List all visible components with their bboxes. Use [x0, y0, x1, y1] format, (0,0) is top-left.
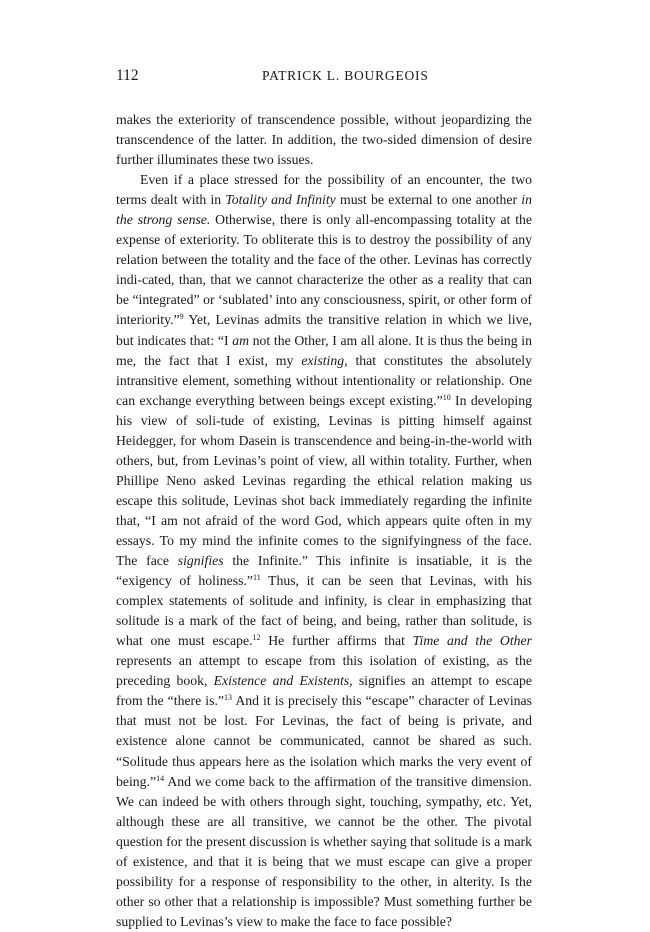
text-run: makes the exteriority of transcendence possible, without jeopardizing the transcendence of the latter. In addition, the two-sided dimension of desire further illuminates these two issues. [116, 112, 532, 168]
body-text [116, 110, 532, 932]
italic-text: in the strong sense. [116, 192, 532, 228]
text-run: Even if a place stressed for the possibility of an encounter, the two terms dealt with in [116, 172, 532, 208]
italic-text: am [232, 332, 250, 348]
page-number: 112 [116, 67, 139, 84]
running-head: PATRICK L. BOURGEOIS [262, 68, 429, 83]
italic-text: Totality and Infinity [225, 192, 336, 208]
text-run: the Infinite.” This infinite is insatiable, it is the “exigency of holiness.” [116, 553, 532, 589]
text-run: And we come back to the affirmation of the transitive dimension. We can indeed be with others through sight, touching, sympathy, etc. Yet, although these are all transitive, we cannot be the other. The pivotal question for the present discussion is whether saying that solitude is a mark of existence, and that it is being that we must escape can give a proper possibility for a response of responsibility to the other, in alterity. Is the other so other that a relationship is impossible? Must something further be supplied to Levinas’s view to make the face to face possible? [116, 773, 532, 929]
text-run: represents an attempt to escape from this isolation of existing, as the preceding book, [116, 653, 532, 689]
footnote-marker: 10 [442, 392, 451, 402]
text-run: Thus, it can be seen that Levinas, with his complex statements of solitude and infinity, is clear in emphasizing that solitude is a mark of the fact of being, and being, rather than solitude, is what one must escape. [116, 573, 532, 649]
italic-text: Time and the Other [412, 633, 532, 649]
text-run: Yet, Levinas admits the transitive relation in which we live, but indicates that: “I [116, 312, 532, 348]
footnote-marker: 11 [253, 573, 261, 583]
footnote-marker: 14 [156, 773, 165, 783]
italic-text: signifies [177, 553, 224, 569]
text-run: And it is precisely this “escape” character of Levinas that must not be lost. For Levinas, the fact of being is private, and existence alone cannot be communicated, cannot be shared as such. “Solitude thus appears here as the isolation which marks the very event of being.” [116, 693, 532, 789]
italic-text: Existence and Existents, [213, 673, 353, 689]
footnote-marker: 13 [224, 693, 233, 703]
paragraph [116, 170, 532, 932]
text-run: In developing his view of soli-tude of existing, Levinas is pitting himself against Heidegger, for whom Dasein is transcendence and being-in-the-world with others, but, from Levinas’s point of view, all within totality. Further, when Phillipe Neno asked Levinas regarding the ethical relation making us escape this solitude, Levinas shot back immediately regarding the infinite that, “I am not afraid of the word God, which appears quite often in my essays. To my mind the infinite comes to the signifyingness of the face. The face [116, 392, 532, 569]
text-run: not the Other, I am all alone. It is thus the being in me, the fact that I exist, my [116, 332, 532, 368]
italic-text: existing, [301, 352, 348, 368]
text-run: He further affirms that [260, 633, 413, 649]
text-run: signifies an attempt to escape from the “there is.” [116, 673, 532, 709]
footnote-marker: 12 [252, 633, 261, 643]
footnote-marker: 9 [179, 312, 184, 322]
paragraph [116, 110, 532, 170]
text-run: Otherwise, there is only all-encompassing totality at the expense of exteriority. To obliterate this is to destroy the possibility of any relation between the totality and the face of the other. Levinas has correctly indi-cated, than, that we cannot characterize the other as a reality that can be “integrated” or ‘sublated’ into any consciousness, spirit, or other form of interiority.” [116, 212, 532, 328]
page-header [116, 67, 532, 91]
text-run: must be external to one another [335, 192, 522, 208]
text-run: that constitutes the absolutely intransitive element, something without intentionality or relationship. One can exchange everything between beings except existing.” [116, 352, 532, 408]
